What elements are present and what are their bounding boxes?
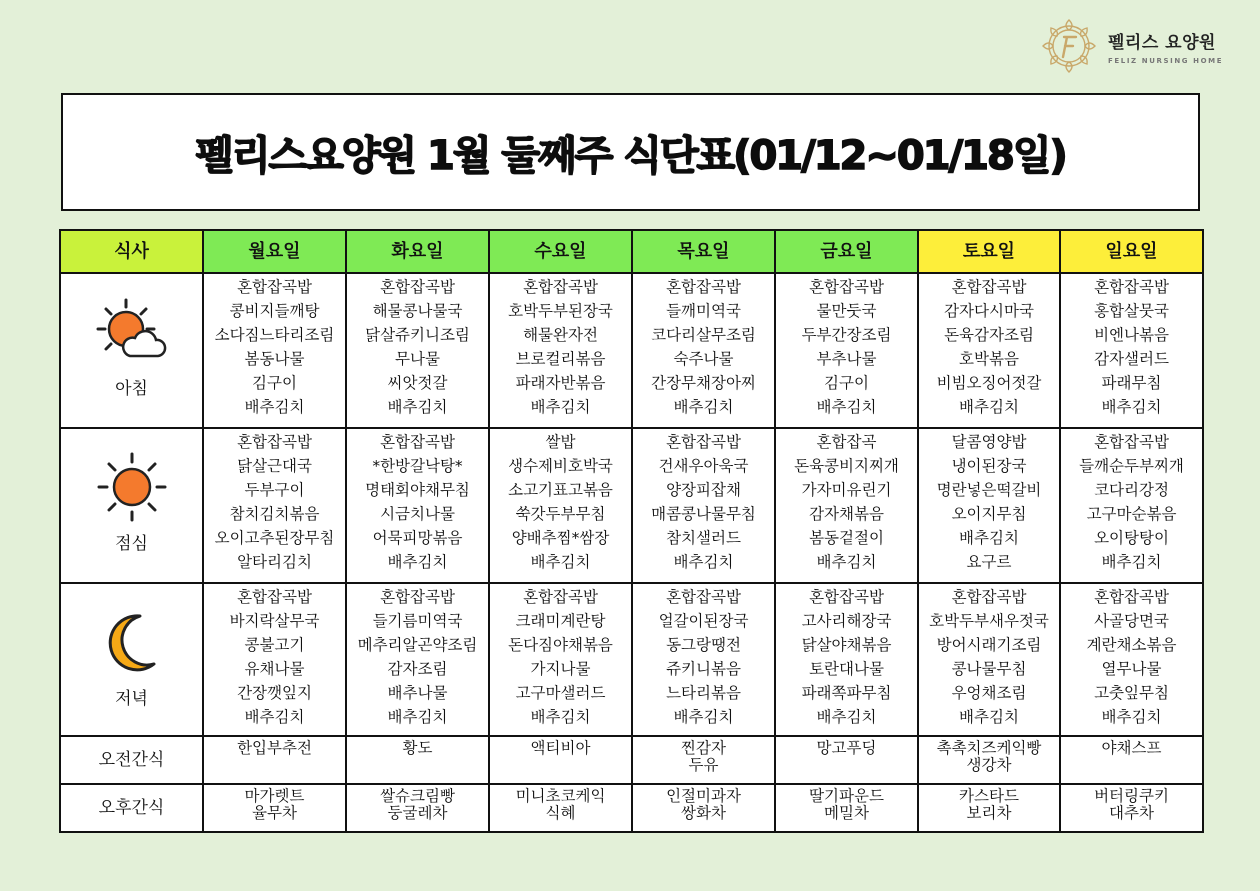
- afternoon-snack-fri: [775, 784, 918, 832]
- header-day-thu: 목요일: [632, 230, 775, 273]
- menu-item: 우엉채조림: [951, 684, 1027, 702]
- afternoon-snack-sat: [918, 784, 1060, 832]
- breakfast-wed: [489, 273, 632, 428]
- menu-item: 간장무채장아찌: [651, 374, 756, 392]
- dinner-wed: [489, 583, 632, 736]
- menu-item: 매콤콩나물무침: [651, 505, 756, 523]
- menu-item: 배추김치: [816, 398, 877, 416]
- menu-item: 배추김치: [244, 398, 305, 416]
- menu-item: 혼합잡곡밥: [951, 588, 1027, 606]
- lunch-sat: [918, 428, 1060, 583]
- header-meal: 식사: [60, 230, 203, 273]
- menu-item: 배추김치: [1101, 398, 1162, 416]
- menu-item: 고구마순볶음: [1086, 505, 1177, 523]
- menu-item: 닭살야채볶음: [801, 636, 892, 654]
- menu-item: 유채나물: [244, 660, 305, 678]
- menu-item: 느타리볶음: [666, 684, 741, 702]
- menu-item: 브로컬리볶음: [515, 350, 606, 368]
- menu-item: 가지나물: [530, 660, 591, 678]
- snack-item: 둥굴레차: [387, 804, 448, 822]
- menu-item: 메추리알곤약조림: [357, 636, 478, 654]
- menu-item: 비엔나볶음: [1094, 326, 1169, 344]
- menu-item: 고춧잎무침: [1094, 684, 1169, 702]
- menu-item: *한방갈낙탕*: [372, 457, 463, 475]
- morning-snack-sat: [918, 736, 1060, 784]
- menu-item: 봄동나물: [244, 350, 305, 368]
- menu-item: 토란대나물: [809, 660, 884, 678]
- menu-item: 쌀밥: [545, 433, 576, 451]
- menu-item: 물만둣국: [816, 302, 877, 320]
- menu-item: 혼합잡곡밥: [237, 433, 312, 451]
- menu-item: 사골당면국: [1094, 612, 1169, 630]
- snack-item: 생강차: [966, 756, 1012, 774]
- menu-item: 바지락살무국: [229, 612, 320, 630]
- snack-item: 미니초코케익: [515, 787, 606, 805]
- lunch-label: 점심: [115, 534, 148, 554]
- menu-item: 코다리강정: [1094, 481, 1169, 499]
- menu-item: 배추김치: [530, 398, 591, 416]
- menu-item: 배추김치: [387, 708, 448, 726]
- menu-item: 혼합잡곡: [816, 433, 877, 451]
- menu-item: 부추나물: [816, 350, 877, 368]
- menu-item: 동그랑땡전: [666, 636, 741, 654]
- menu-item: 간장깻잎지: [237, 684, 312, 702]
- dinner-fri: [775, 583, 918, 736]
- morning-snack-fri: [775, 736, 918, 784]
- breakfast-label-cell: [60, 273, 203, 428]
- menu-item: 해물콩나물국: [372, 302, 463, 320]
- menu-item: 배추김치: [959, 708, 1019, 726]
- menu-item: 혼합잡곡밥: [380, 588, 455, 606]
- snack-item: 두유: [688, 756, 719, 774]
- menu-item: 감자조림: [387, 660, 448, 678]
- morning-snack-label: 오전간식: [60, 736, 203, 784]
- menu-item: 배추김치: [387, 553, 448, 571]
- header-row: [60, 230, 1203, 273]
- breakfast-label: 아침: [115, 379, 148, 399]
- menu-item: 무나물: [395, 350, 440, 368]
- menu-item: 크래미계란탕: [515, 612, 606, 630]
- menu-item: 콩비지들깨탕: [229, 302, 320, 320]
- menu-item: 오이고추된장무침: [214, 529, 335, 547]
- logo-emblem-icon: [1034, 11, 1104, 81]
- menu-item: 고사리해장국: [801, 612, 892, 630]
- menu-item: 혼합잡곡밥: [666, 588, 741, 606]
- snack-item: 대추차: [1109, 804, 1154, 822]
- breakfast-mon: [203, 273, 346, 428]
- afternoon-snack-label: 오후간식: [60, 784, 203, 832]
- menu-item: 명란넣은떡갈비: [936, 481, 1042, 499]
- menu-item: 참치김치볶음: [229, 505, 320, 523]
- menu-item: 김구이: [824, 374, 869, 392]
- menu-item: 감자샐러드: [1094, 350, 1169, 368]
- snack-item: 마가렛트: [244, 787, 305, 805]
- menu-item: 혼합잡곡밥: [1094, 433, 1169, 451]
- menu-item: 호박볶음: [959, 350, 1019, 368]
- menu-item: 달콤영양밥: [951, 433, 1027, 451]
- menu-item: 혼합잡곡밥: [666, 278, 741, 296]
- menu-item: 양장피잡채: [666, 481, 741, 499]
- header-day-sat: 토요일: [918, 230, 1060, 273]
- menu-item: 배추김치: [673, 398, 734, 416]
- menu-item: 씨앗젓갈: [387, 374, 448, 392]
- menu-item: 봄동겉절이: [809, 529, 884, 547]
- menu-item: 배추김치: [530, 553, 591, 571]
- dinner-row: [60, 583, 1203, 736]
- breakfast-sun: [1060, 273, 1203, 428]
- menu-item: 닭살근대국: [237, 457, 312, 475]
- snack-item: 쌍화차: [681, 804, 726, 822]
- snack-item: 한입부추전: [237, 739, 312, 757]
- morning-snack-row: [60, 736, 1203, 784]
- sun-icon: [96, 451, 168, 523]
- menu-item: 배추김치: [959, 529, 1019, 547]
- menu-item: 요구르: [966, 553, 1012, 571]
- menu-item: 코다리살무조림: [651, 326, 756, 344]
- menu-item: 혼합잡곡밥: [951, 278, 1027, 296]
- lunch-fri: [775, 428, 918, 583]
- menu-item: 혼합잡곡밥: [237, 588, 312, 606]
- lunch-tue: [346, 428, 489, 583]
- morning-snack-thu: [632, 736, 775, 784]
- menu-item: 들깨순두부찌개: [1079, 457, 1184, 475]
- title-box: [61, 93, 1200, 211]
- menu-item: 콩나물무침: [951, 660, 1027, 678]
- breakfast-thu: [632, 273, 775, 428]
- dinner-thu: [632, 583, 775, 736]
- logo-name: 펠리스 요양원: [1108, 32, 1216, 53]
- menu-item: 양배추찜*쌈장: [511, 529, 610, 547]
- menu-item: 쥬키니볶음: [666, 660, 741, 678]
- afternoon-snack-mon: [203, 784, 346, 832]
- snack-item: 율무차: [252, 804, 297, 822]
- menu-item: 가자미유린기: [801, 481, 892, 499]
- snack-item: 인절미과자: [666, 787, 741, 805]
- menu-item: 파래자반볶음: [515, 374, 606, 392]
- snack-item: 찐감자: [681, 739, 726, 757]
- menu-item: 콩불고기: [244, 636, 305, 654]
- menu-item: 혼합잡곡밥: [666, 433, 741, 451]
- header-day-tue: 화요일: [346, 230, 489, 273]
- header-day-sun: 일요일: [1060, 230, 1203, 273]
- dinner-sat: [918, 583, 1060, 736]
- menu-item: 감자다시마국: [944, 302, 1034, 320]
- morning-snack-sun: [1060, 736, 1203, 784]
- afternoon-snack-wed: [489, 784, 632, 832]
- menu-item: 두부구이: [244, 481, 305, 499]
- menu-item: 파래쪽파무침: [801, 684, 892, 702]
- morning-snack-mon: [203, 736, 346, 784]
- menu-item: 냉이된장국: [951, 457, 1027, 475]
- page-title: 펠리스요양원 1월 둘째주 식단표(01/12~01/18일): [195, 132, 1066, 179]
- menu-item: 건새우아욱국: [658, 457, 749, 475]
- dinner-sun: [1060, 583, 1203, 736]
- afternoon-snack-tue: [346, 784, 489, 832]
- menu-item: 오이탕탕이: [1094, 529, 1169, 547]
- snack-item: 카스타드: [959, 787, 1019, 805]
- menu-item: 방어시래기조림: [936, 636, 1042, 654]
- menu-item: 혼합잡곡밥: [237, 278, 312, 296]
- menu-item: 배추김치: [673, 708, 734, 726]
- morning-snack-wed: [489, 736, 632, 784]
- menu-item: 열무나물: [1101, 660, 1162, 678]
- header-day-fri: 금요일: [775, 230, 918, 273]
- menu-item: 배추나물: [387, 684, 448, 702]
- afternoon-snack-thu: [632, 784, 775, 832]
- menu-item: 혼합잡곡밥: [523, 588, 598, 606]
- menu-item: 돈다짐야채볶음: [508, 636, 613, 654]
- lunch-mon: [203, 428, 346, 583]
- snack-item: 보리차: [966, 804, 1012, 822]
- snack-item: 버터링쿠키: [1094, 787, 1169, 805]
- menu-item: 얼갈이된장국: [658, 612, 749, 630]
- dinner-label: 저녁: [115, 689, 148, 709]
- snack-item: 야채스프: [1101, 739, 1162, 757]
- menu-item: 시금치나물: [380, 505, 455, 523]
- menu-item: 계란채소볶음: [1086, 636, 1177, 654]
- snack-item: 촉촉치즈케익빵: [936, 739, 1042, 757]
- breakfast-row: [60, 273, 1203, 428]
- menu-item: 소고기표고볶음: [508, 481, 613, 499]
- menu-item: 닭살쥬키니조림: [365, 326, 470, 344]
- menu-item: 호박두부된장국: [508, 302, 613, 320]
- dinner-label-cell: [60, 583, 203, 736]
- lunch-thu: [632, 428, 775, 583]
- menu-item: 호박두부새우젓국: [929, 612, 1049, 630]
- menu-item: 쑥갓두부무침: [515, 505, 606, 523]
- menu-item: 배추김치: [816, 553, 877, 571]
- menu-item: 어묵피망볶음: [372, 529, 463, 547]
- menu-item: 알타리김치: [237, 553, 312, 571]
- menu-item: 비빔오징어젓갈: [936, 374, 1042, 392]
- menu-item: 배추김치: [1101, 708, 1162, 726]
- menu-item: 혼합잡곡밥: [1094, 588, 1169, 606]
- menu-item: 혼합잡곡밥: [380, 433, 455, 451]
- header-day-wed: 수요일: [489, 230, 632, 273]
- menu-item: 생수제비호박국: [508, 457, 613, 475]
- menu-item: 배추김치: [387, 398, 448, 416]
- crescent-moon-icon: [102, 610, 162, 674]
- menu-item: 참치샐러드: [666, 529, 741, 547]
- afternoon-snack-sun: [1060, 784, 1203, 832]
- breakfast-fri: [775, 273, 918, 428]
- menu-item: 돈육콩비지찌개: [794, 457, 899, 475]
- menu-table: [59, 229, 1204, 833]
- menu-item: 배추김치: [530, 708, 591, 726]
- menu-item: 배추김치: [244, 708, 305, 726]
- menu-item: 들깨미역국: [666, 302, 741, 320]
- lunch-row: [60, 428, 1203, 583]
- menu-item: 파래무침: [1101, 374, 1162, 392]
- lunch-wed: [489, 428, 632, 583]
- menu-item: 배추김치: [673, 553, 734, 571]
- snack-item: 식혜: [545, 804, 576, 822]
- logo-subtitle: FELIZ NURSING HOME: [1108, 56, 1224, 65]
- dinner-tue: [346, 583, 489, 736]
- menu-item: 홍합살뭇국: [1094, 302, 1169, 320]
- menu-item: 고구마샐러드: [515, 684, 606, 702]
- breakfast-tue: [346, 273, 489, 428]
- menu-item: 혼합잡곡밥: [1094, 278, 1169, 296]
- header-day-mon: 월요일: [203, 230, 346, 273]
- dinner-mon: [203, 583, 346, 736]
- menu-item: 배추김치: [816, 708, 877, 726]
- menu-item: 혼합잡곡밥: [380, 278, 455, 296]
- sun-cloud-icon: [96, 296, 168, 368]
- menu-item: 배추김치: [959, 398, 1019, 416]
- breakfast-sat: [918, 273, 1060, 428]
- menu-item: 명태회야채무침: [365, 481, 470, 499]
- menu-item: 혼합잡곡밥: [523, 278, 598, 296]
- menu-item: 돈육감자조림: [944, 326, 1034, 344]
- menu-item: 배추김치: [1101, 553, 1162, 571]
- snack-item: 메밀차: [824, 804, 869, 822]
- snack-item: 액티비아: [530, 739, 591, 757]
- snack-item: 쌀슈크림빵: [380, 787, 455, 805]
- menu-item: 오이지무침: [951, 505, 1027, 523]
- lunch-sun: [1060, 428, 1203, 583]
- menu-item: 소다짐느타리조림: [214, 326, 335, 344]
- menu-item: 김구이: [252, 374, 297, 392]
- morning-snack-tue: [346, 736, 489, 784]
- menu-item: 혼합잡곡밥: [809, 278, 884, 296]
- logo: [1034, 12, 1249, 80]
- menu-item: 해물완자전: [523, 326, 598, 344]
- snack-item: 황도: [402, 739, 433, 757]
- afternoon-snack-row: [60, 784, 1203, 832]
- menu-item: 감자채볶음: [809, 505, 884, 523]
- snack-item: 딸기파운드: [809, 787, 884, 805]
- lunch-label-cell: [60, 428, 203, 583]
- menu-item: 들기름미역국: [372, 612, 463, 630]
- snack-item: 망고푸딩: [816, 739, 877, 757]
- menu-item: 두부간장조림: [801, 326, 892, 344]
- menu-item: 숙주나물: [673, 350, 734, 368]
- menu-item: 혼합잡곡밥: [809, 588, 884, 606]
